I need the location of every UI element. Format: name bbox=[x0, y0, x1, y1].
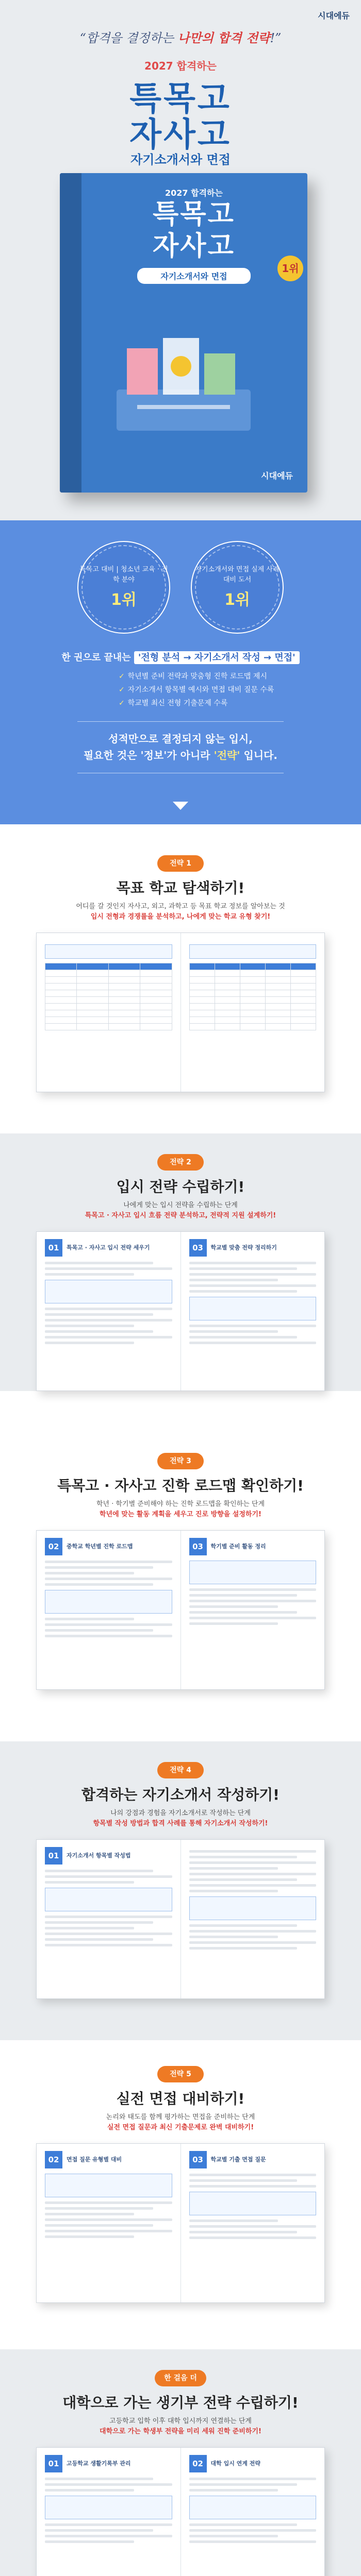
section-title: 목표 학교 탐색하기! bbox=[116, 879, 245, 896]
wreath-icon bbox=[81, 545, 166, 630]
text-line bbox=[45, 1927, 134, 1929]
text-line bbox=[189, 1890, 278, 1892]
slogan-pre: 합격을 결정하는 bbox=[86, 31, 178, 45]
text-line bbox=[45, 1262, 153, 1264]
feature-item bbox=[119, 683, 274, 697]
text-line bbox=[189, 2529, 317, 2532]
sample-page-spread bbox=[36, 1839, 325, 1999]
text-line bbox=[45, 1916, 172, 1918]
sample-page-spread bbox=[36, 1530, 325, 1690]
text-line bbox=[189, 1336, 298, 1338]
text-line bbox=[189, 1936, 278, 1938]
text-line bbox=[189, 1867, 278, 1870]
text-line bbox=[189, 1262, 317, 1264]
brand-logo[interactable]: 시대에듀 bbox=[318, 11, 350, 21]
section-desc-line2 bbox=[31, 1510, 330, 1520]
hero-title-line2: 자사고 bbox=[129, 116, 232, 154]
text-line bbox=[45, 2529, 153, 2532]
section-tag: 전략 4 bbox=[157, 1762, 204, 1778]
section-desc-line2 bbox=[31, 1211, 330, 1221]
sample-page-right bbox=[180, 2448, 325, 2576]
promo-line3-post: 입니다. bbox=[240, 749, 278, 761]
text-line bbox=[45, 2224, 153, 2227]
page-heading: 학기별 준비 활동 정리 bbox=[210, 1543, 266, 1550]
section-desc-highlight: 대학으로 가는 학생부 전략을 미리 세워 진학 준비하기! bbox=[100, 2428, 261, 2435]
page-heading: 대학 입시 연계 전략 bbox=[210, 2460, 260, 2467]
text-line bbox=[45, 1933, 172, 1935]
text-line bbox=[189, 1617, 317, 1619]
sample-page-right bbox=[180, 933, 325, 1092]
section-tag: 전략 1 bbox=[157, 855, 204, 872]
callout-box bbox=[189, 2192, 317, 2215]
callout-box bbox=[45, 1888, 172, 1911]
page-heading: 학교별 기출 면접 질문 bbox=[210, 2156, 266, 2163]
page-number: 01 bbox=[45, 1239, 62, 1257]
section-tag: 한 걸음 더 bbox=[155, 2370, 206, 2386]
text-line bbox=[45, 2207, 153, 2210]
sample-page-right bbox=[180, 1840, 325, 1998]
divider bbox=[77, 721, 284, 722]
feature-item bbox=[119, 697, 274, 710]
section-title: 대학으로 가는 생기부 전략 수립하기! bbox=[62, 2394, 299, 2411]
book-publisher: 시대에듀 bbox=[261, 471, 293, 481]
text-line bbox=[45, 2535, 172, 2537]
text-line bbox=[189, 2489, 278, 2492]
hero-subtitle: 자기소개서와 면접 bbox=[130, 152, 231, 167]
text-line bbox=[189, 2236, 317, 2239]
text-line bbox=[45, 1583, 153, 1586]
sample-page-spread bbox=[36, 2143, 325, 2303]
section-title: 실전 면접 대비하기! bbox=[116, 2090, 245, 2107]
text-line bbox=[45, 1330, 153, 1333]
text-line bbox=[189, 2219, 278, 2222]
hero-section bbox=[0, 0, 361, 520]
text-line bbox=[189, 1605, 278, 1608]
section-desc-line1: 고등학교 입학 이후 대학 입시까지 연결하는 단계 bbox=[109, 2417, 252, 2425]
check-icon: ✓ bbox=[119, 672, 125, 681]
text-line bbox=[45, 2230, 172, 2232]
section-title: 합격하는 자기소개서 작성하기! bbox=[81, 1786, 280, 1803]
text-line bbox=[45, 1578, 172, 1580]
hero-title-line1: 특목고 bbox=[129, 80, 232, 118]
slogan-post: ! bbox=[270, 31, 275, 45]
callout-box bbox=[45, 2496, 172, 2519]
text-line bbox=[189, 1884, 317, 1887]
book-rank-badge: 1위 bbox=[277, 256, 303, 281]
sample-page-left bbox=[37, 1840, 180, 1998]
text-line bbox=[189, 1873, 317, 1875]
sample-page-right bbox=[180, 1531, 325, 1689]
feature-item bbox=[119, 670, 274, 683]
text-line bbox=[189, 1290, 298, 1293]
text-line bbox=[45, 2489, 134, 2492]
text-line bbox=[45, 2235, 134, 2238]
section-desc-line1: 나에게 맞는 입시 전략을 수립하는 단계 bbox=[123, 1201, 238, 1209]
sample-page-spread bbox=[36, 2447, 325, 2576]
book-cover-text bbox=[96, 187, 292, 284]
page-number: 03 bbox=[189, 1538, 207, 1555]
section-desc-line1: 학년 · 학기별 준비해야 하는 진학 로드맵을 확인하는 단계 bbox=[96, 1500, 265, 1508]
text-line bbox=[189, 1930, 317, 1933]
book-subtitle: 자기소개서와 면접 bbox=[137, 268, 251, 284]
text-line bbox=[189, 1611, 298, 1614]
text-line bbox=[189, 1622, 278, 1625]
sample-page-spread bbox=[36, 1231, 325, 1391]
text-line bbox=[45, 1875, 172, 1878]
text-line bbox=[189, 1947, 298, 1950]
book-cover bbox=[60, 173, 307, 493]
feature-text: 학교별 최신 전형 기출문제 수록 bbox=[127, 699, 228, 707]
page-header-box bbox=[45, 944, 172, 959]
text-line bbox=[45, 2201, 172, 2204]
text-line bbox=[189, 2483, 298, 2486]
hero-year-number: 2027 bbox=[144, 60, 173, 72]
rank-badge-left-text: 특목고 대비 | 청소년 교육 · 진학 분야 bbox=[79, 566, 168, 584]
callout-box bbox=[45, 2174, 172, 2197]
text-line bbox=[45, 1319, 172, 1321]
promo-intro-highlight: '전형 분석 → 자기소개서 작성 → 면접' bbox=[134, 651, 300, 664]
callout-box bbox=[189, 2496, 317, 2519]
page-heading: 중학교 학년별 진학 로드맵 bbox=[67, 1543, 133, 1550]
feature-checklist bbox=[119, 670, 274, 710]
section-desc-highlight: 학년에 맞는 활동 계획을 세우고 진로 방향을 설정하기! bbox=[100, 1511, 261, 1518]
rank-badge-right-number: 1위 bbox=[224, 591, 250, 609]
section-tag: 전략 2 bbox=[157, 1154, 204, 1171]
sample-page-right bbox=[180, 1232, 325, 1391]
text-line bbox=[189, 1850, 317, 1853]
section-desc-line2 bbox=[31, 1819, 330, 1829]
text-line bbox=[45, 1336, 172, 1338]
text-line bbox=[45, 1938, 153, 1941]
feature-text: 자기소개서 항목별 예시와 면접 대비 질문 수록 bbox=[127, 686, 274, 694]
page-heading: 면접 질문 유형별 대비 bbox=[67, 2156, 122, 2163]
text-line bbox=[189, 2231, 298, 2233]
rank-badge-right bbox=[191, 541, 284, 634]
book-spine bbox=[60, 173, 81, 493]
text-line bbox=[189, 1924, 298, 1927]
text-line bbox=[45, 2483, 172, 2486]
callout-box bbox=[45, 1280, 172, 1303]
text-line bbox=[189, 1600, 317, 1602]
text-line bbox=[189, 1273, 317, 1276]
text-line bbox=[45, 1881, 134, 1884]
book-title-line2: 자사고 bbox=[153, 231, 235, 262]
promo-intro-pre: 한 권으로 끝내는 bbox=[61, 652, 134, 663]
text-line bbox=[189, 1284, 317, 1287]
promo-line3-pre: 필요한 것은 '정보'가 아니라 bbox=[83, 749, 214, 761]
section-desc-line2 bbox=[31, 2427, 330, 2437]
wreath-icon bbox=[195, 545, 280, 630]
page-number: 03 bbox=[189, 2151, 207, 2168]
section-desc-highlight: 항목별 작성 방법과 합격 사례를 통해 자기소개서 작성하기! bbox=[93, 1820, 268, 1827]
text-line bbox=[45, 1273, 134, 1276]
sample-page-left bbox=[37, 2144, 180, 2302]
section-title: 특목고 · 자사고 진학 로드맵 확인하기! bbox=[57, 1477, 304, 1494]
hero-slogan: “합격을 결정하는 나만의 합격 전략!” bbox=[79, 30, 282, 45]
page-heading: 특목고 · 자사고 입시 전략 세우기 bbox=[67, 1244, 150, 1251]
page-number: 02 bbox=[189, 2455, 207, 2472]
text-line bbox=[189, 1878, 298, 1881]
text-line bbox=[189, 1330, 278, 1333]
section-desc-highlight: 실전 면접 질문과 최신 기출문제로 완벽 대비하기! bbox=[107, 2124, 254, 2131]
text-line bbox=[189, 1861, 317, 1864]
book-title-line1: 특목고 bbox=[153, 199, 235, 230]
feature-text: 학년별 준비 전략과 맞춤형 진학 로드맵 제시 bbox=[127, 672, 267, 681]
section-desc-line2 bbox=[31, 2123, 330, 2133]
arrow-down-icon bbox=[173, 802, 188, 810]
text-line bbox=[45, 1267, 172, 1270]
text-line bbox=[45, 1313, 153, 1316]
callout-box bbox=[189, 1561, 317, 1584]
text-line bbox=[45, 2478, 153, 2480]
text-line bbox=[45, 1308, 172, 1310]
text-line bbox=[189, 1325, 317, 1327]
text-line bbox=[45, 1572, 134, 1574]
text-line bbox=[45, 2218, 172, 2221]
text-line bbox=[45, 1618, 134, 1620]
page-heading: 고등학교 생활기록부 관리 bbox=[67, 2460, 131, 2467]
section-desc-line1: 나의 강점과 경험을 자기소개서로 작성하는 단계 bbox=[110, 1809, 251, 1817]
sample-table bbox=[45, 963, 172, 1030]
rank-badge-left bbox=[77, 541, 170, 634]
text-line bbox=[189, 2535, 278, 2537]
book-sup: 2027 합격하는 bbox=[165, 188, 223, 198]
sample-page-left bbox=[37, 933, 180, 1092]
text-line bbox=[189, 2540, 317, 2543]
text-line bbox=[189, 2174, 317, 2176]
text-line bbox=[45, 2213, 134, 2215]
page-number: 02 bbox=[45, 2151, 62, 2168]
promo-line3 bbox=[0, 747, 361, 762]
text-line bbox=[189, 2523, 298, 2526]
section-desc-line1: 논리와 태도를 함께 평가하는 면접을 준비하는 단계 bbox=[106, 2113, 255, 2121]
text-line bbox=[45, 1944, 172, 1946]
section-title: 입시 전략 수립하기! bbox=[116, 1178, 245, 1195]
slogan-emphasis: 나만의 합격 전략 bbox=[177, 30, 270, 45]
section-desc-highlight: 특목고 · 자사고 입시 흐름 전략 분석하고, 전략적 지원 설계하기! bbox=[85, 1212, 276, 1219]
text-line bbox=[45, 1870, 153, 1872]
book-illustration bbox=[106, 328, 261, 436]
text-line bbox=[189, 2478, 317, 2480]
text-line bbox=[45, 1342, 134, 1344]
callout-box bbox=[189, 1297, 317, 1320]
sample-table bbox=[189, 963, 317, 1030]
callout-box bbox=[45, 1590, 172, 1614]
page-number: 01 bbox=[45, 2455, 62, 2472]
check-icon: ✓ bbox=[119, 686, 125, 694]
text-line bbox=[45, 1629, 153, 1632]
text-line bbox=[45, 1623, 172, 1626]
section-desc-line2 bbox=[31, 912, 330, 922]
page-heading: 자기소개서 항목별 작성법 bbox=[67, 1852, 131, 1859]
section-tag: 전략 3 bbox=[157, 1453, 204, 1469]
text-line bbox=[189, 2225, 317, 2228]
hero-year-post: 합격하는 bbox=[173, 60, 217, 72]
page-header-box bbox=[189, 944, 317, 959]
text-line bbox=[189, 2179, 298, 2182]
section-desc-line1: 어디를 갈 것인지 자사고, 외고, 과학고 등 목표 학교 정보를 알아보는 것 bbox=[76, 903, 285, 910]
sample-page-left bbox=[37, 1232, 180, 1391]
text-line bbox=[45, 1635, 172, 1637]
text-line bbox=[45, 1325, 134, 1327]
text-line bbox=[189, 1267, 298, 1270]
text-line bbox=[189, 1594, 298, 1597]
rank-badge-right-text: 자기소개서와 면접 실제 사례 대비 도서 bbox=[195, 566, 280, 584]
hero-year bbox=[0, 58, 361, 73]
section-tag: 전략 5 bbox=[157, 2066, 204, 2082]
page-heading: 학교별 맞춤 전략 정리하기 bbox=[210, 1244, 277, 1251]
promo-intro bbox=[0, 650, 361, 664]
text-line bbox=[189, 2185, 317, 2188]
text-line bbox=[189, 1856, 298, 1858]
rank-badge-left-number: 1위 bbox=[111, 591, 137, 609]
sample-page-spread bbox=[36, 933, 325, 1092]
text-line bbox=[45, 1921, 153, 1924]
text-line bbox=[45, 1566, 153, 1569]
page-number: 03 bbox=[189, 1239, 207, 1257]
section-desc-highlight: 입시 전형과 경쟁률을 분석하고, 나에게 맞는 학교 유형 찾기! bbox=[90, 913, 271, 921]
page-number: 02 bbox=[45, 1538, 62, 1555]
text-line bbox=[189, 1588, 317, 1591]
sample-page-right bbox=[180, 2144, 325, 2302]
page-number: 01 bbox=[45, 1847, 62, 1865]
text-line bbox=[45, 2540, 134, 2543]
text-line bbox=[45, 1561, 172, 1563]
text-line bbox=[45, 2523, 172, 2526]
promo-line2: 성적만으로 결정되지 않는 입시, bbox=[108, 733, 253, 745]
text-line bbox=[189, 1941, 317, 1944]
text-line bbox=[189, 1279, 278, 1281]
callout-box bbox=[189, 1896, 317, 1920]
sample-page-left bbox=[37, 2448, 180, 2576]
promo-line3-highlight: '전략' bbox=[214, 749, 240, 761]
text-line bbox=[189, 1342, 317, 1344]
check-icon: ✓ bbox=[119, 699, 125, 707]
sample-page-left bbox=[37, 1531, 180, 1689]
